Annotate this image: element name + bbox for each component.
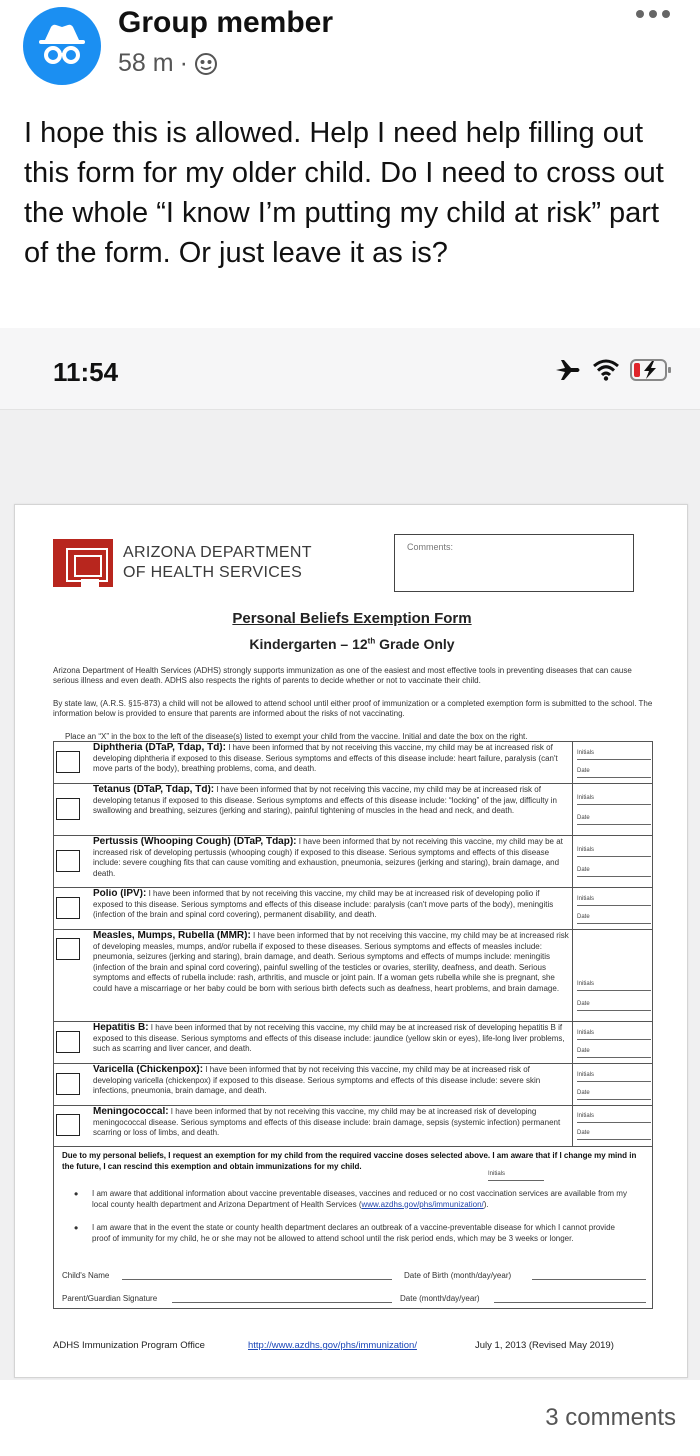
status-icons <box>554 358 672 382</box>
more-options-icon[interactable] <box>636 10 670 18</box>
vaccine-row-varicella <box>54 1064 652 1106</box>
initials-field[interactable]: Initials <box>577 980 651 991</box>
exempt-checkbox-tetanus[interactable] <box>56 798 80 820</box>
child-name-label: Child's Name <box>62 1271 110 1280</box>
dob-field[interactable] <box>532 1270 646 1280</box>
pledge-statement: Due to my personal beliefs, I request an exemption for my child from the required vaccine doses selected above. I am aware that if I change my mind in the future, I can rescind this exemption and obtain immunizations for my child. <box>62 1151 637 1171</box>
intro-paragraph-1: Arizona Department of Health Services (ADHS) strongly supports immunization as one of the easiest and most effective tools in preventing diseases that can cause serious illness and even death. ADHS also respects the rights of parents to decide whether or not to vaccinate their child. <box>53 666 632 685</box>
org-name <box>123 543 353 583</box>
date-field[interactable]: Date <box>577 1129 651 1140</box>
initials-field[interactable]: Initials <box>577 794 651 805</box>
vaccine-description: Pertussis (Whooping Cough) (DTaP, Tdap): I have been informed that by not receiving this vaccine, my child may be at increased risk of developing pertussis (whooping cough) if exposed to this disease. Serious symptoms and effects of this disease include: severe coughing fits that can cause vomiting and exhaustion, pneumonia, seizures (jerking and staring), brain damage, and death. <box>93 837 563 878</box>
vaccine-row-pertussis <box>54 836 652 888</box>
vaccine-row-diphtheria <box>54 742 652 784</box>
initials-date-cell <box>572 888 654 929</box>
signature-label: Parent/Guardian Signature <box>62 1294 158 1303</box>
exempt-checkbox-diphtheria[interactable] <box>56 751 80 773</box>
initials-date-cell <box>572 1022 654 1063</box>
initials-date-cell <box>572 1064 654 1105</box>
initials-date-cell <box>572 784 654 835</box>
immunization-link[interactable]: www.azdhs.gov/phs/immunization/ <box>361 1199 484 1209</box>
vaccine-row-tetanus <box>54 784 652 836</box>
date-field[interactable]: Date <box>577 814 651 825</box>
vaccine-row-meningococcal <box>54 1106 652 1146</box>
form-subtitle: Kindergarten – 12th Grade Only <box>249 636 455 652</box>
vaccine-description: Measles, Mumps, Rubella (MMR): I have been informed that by not receiving this vaccine, my child may be at increased risk of developing measles, mumps, and/or rubella if exposed to these diseases. Serious symptoms and effects of measles include: pneumonia, seizures (jerking and staring), brain damage, and death. Serious symptoms and effects of mumps include: meningitis (infection of the brain and spinal cord covering), painful swelling of the testicles or ovaries, sterility, deafness, and death. Serious symptoms and effects of rubella include: rash, arthritis, and muscle or joint pain. If a woman gets rubella while she is pregnant, she could have a miscarriage or her baby could be born with serious birth defects such as deafness, heart problems, and brain damage. <box>93 931 569 993</box>
initials-field[interactable]: Initials <box>577 1112 651 1123</box>
initials-field[interactable]: Initials <box>577 1029 651 1040</box>
vaccine-row-mmr <box>54 930 652 1022</box>
initials-field[interactable]: Initials <box>577 1071 651 1082</box>
date-field[interactable]: Date <box>577 866 651 877</box>
initials-date-cell <box>572 930 654 1021</box>
initials-date-cell <box>572 836 654 887</box>
pledge-initials-field[interactable]: Initials <box>488 1171 544 1181</box>
exempt-checkbox-pertussis[interactable] <box>56 850 80 872</box>
instructions-text: Place an “X” in the box to the left of the disease(s) listed to exempt your child from the vaccine. Initial and date the box on the right. <box>65 732 528 741</box>
intro-paragraph-2: By state law, (A.R.S. §15-873) a child will not be allowed to attend school until either proof of immunization or a completed exemption form is submitted to the school. The information below is provided to ensure that parents are informed about the risks of not vaccinating. <box>53 699 653 718</box>
date-field[interactable]: Date <box>577 1047 651 1058</box>
vaccine-row-polio <box>54 888 652 930</box>
group-privacy-icon <box>194 52 218 76</box>
bullet-info-resources: • I am aware that additional information about vaccine preventable diseases, vaccines and reduced or no cost vaccination services are available from my local county health department and Arizona Department of Health Services (www.azdhs.gov/phs/immunization/). <box>74 1187 627 1209</box>
author-name[interactable]: Group member <box>118 6 334 39</box>
battery-charging-icon <box>630 358 672 382</box>
footer-date: July 1, 2013 (Revised May 2019) <box>475 1340 614 1351</box>
attached-screenshot[interactable] <box>0 328 700 1380</box>
org-line-1: ARIZONA DEPARTMENT <box>123 544 312 561</box>
child-name-field[interactable] <box>122 1270 392 1280</box>
meta-separator: · <box>179 49 188 77</box>
vaccine-description: Meningococcal: I have been informed that by not receiving this vaccine, my child may be at increased risk of developing meningococcal disease. Serious symptoms and effects of this disease include: brain damage, sepsis (systemic infection) permanent scarring or loss of limbs, and death. <box>93 1107 561 1137</box>
footer-office: ADHS Immunization Program Office <box>53 1340 205 1351</box>
post-text: I hope this is allowed. Help I need help filling out this form for my older child. Do I need to cross out the whole “I know I’m putting my child at risk” part of the form. Or just leave it as is? <box>24 117 664 269</box>
dob-label: Date of Birth (month/day/year) <box>404 1271 512 1280</box>
signature-date-label: Date (month/day/year) <box>400 1294 480 1303</box>
exempt-checkbox-mmr[interactable] <box>56 938 80 960</box>
anonymous-avatar[interactable] <box>23 7 101 85</box>
exempt-checkbox-hepatitis-b[interactable] <box>56 1031 80 1053</box>
form-title: Personal Beliefs Exemption Form <box>232 610 472 627</box>
initials-date-cell <box>572 742 654 783</box>
vaccine-description: Hepatitis B: I have been informed that by not receiving this vaccine, my child may be at increased risk of developing hepatitis B if exposed to this disease. Serious symptoms and effects of this disease include: jaundice (yellow skin or eyes), life-long liver problems, such as scarring and liver cancer, and death. <box>93 1023 565 1053</box>
post-header <box>0 0 700 100</box>
phone-status-bar <box>0 328 700 410</box>
vaccine-description: Varicella (Chickenpox): I have been informed that by not receiving this vaccine, my child may be at increased risk of developing varicella (chickenpox) if exposed to this disease. Serious symptoms and effects of this disease include: severe skin infections, pneumonia, brain damage, and death. <box>93 1065 541 1095</box>
vaccine-description: Tetanus (DTaP, Tdap, Td): I have been informed that by not receiving this vaccine, my child may be at increased risk of developing tetanus if exposed to this disease. Serious symptoms and effects of this disease include: “locking” of the jaw, difficulty in swallowing and breathing, seizures (jerking and staring), painful tightening of muscles in the head and neck, and death. <box>93 785 557 815</box>
signature-field[interactable] <box>172 1293 392 1303</box>
exempt-checkbox-polio[interactable] <box>56 897 80 919</box>
date-field[interactable]: Date <box>577 1089 651 1100</box>
vaccine-row-hepatitis-b <box>54 1022 652 1064</box>
vaccine-description: Diphtheria (DTaP, Tdap, Td): I have been informed that by not receiving this vaccine, my child may be at increased risk of developing diphtheria if exposed to this disease. Serious symptoms and effects of this disease include: heart failure, paralysis (can't move parts of the body), breathing problems, coma, and death. <box>93 743 558 773</box>
incognito-icon <box>23 7 101 85</box>
date-field[interactable]: Date <box>577 913 651 924</box>
comments-box[interactable] <box>394 534 634 592</box>
vaccine-description: Polio (IPV): I have been informed that by not receiving this vaccine, my child may be at increased risk of developing polio if exposed to this disease. Serious symptoms and effects of this disease include: paralysis (can't move parts of the body), meningitis (infection of the brain and spinal cord covering), permanent disability, and death. <box>93 889 554 919</box>
comments-count-link[interactable]: 3 comments <box>545 1404 676 1431</box>
vaccine-table <box>53 741 653 1147</box>
bullet-outbreak-notice: • I am aware that in the event the state or county health department declares an outbreak of a vaccine-preventable disease for which I cannot provide proof of immunity for my child, he or she may not be allowed to attend school until the risk period ends, which may be 3 weeks or longer. <box>74 1221 615 1243</box>
initials-field[interactable]: Initials <box>577 749 651 760</box>
initials-date-cell <box>572 1106 654 1146</box>
wifi-icon <box>592 359 620 381</box>
pledge-section <box>53 1147 653 1309</box>
status-time: 11:54 <box>53 357 119 387</box>
initials-field[interactable]: Initials <box>577 846 651 857</box>
airplane-icon <box>554 358 582 382</box>
exemption-form-page <box>14 504 688 1378</box>
org-line-2: OF HEALTH SERVICES <box>123 564 303 581</box>
post-time[interactable]: 58 m <box>118 49 174 77</box>
post-meta <box>118 49 218 78</box>
footer-link[interactable]: http://www.azdhs.gov/phs/immunization/ <box>248 1340 417 1351</box>
initials-field[interactable]: Initials <box>577 895 651 906</box>
comments-label: Comments: <box>407 542 454 552</box>
exempt-checkbox-varicella[interactable] <box>56 1073 80 1095</box>
signature-date-field[interactable] <box>494 1293 646 1303</box>
date-field[interactable]: Date <box>577 767 651 778</box>
date-field[interactable]: Date <box>577 1000 651 1011</box>
adhs-logo <box>53 539 113 587</box>
exempt-checkbox-meningococcal[interactable] <box>56 1114 80 1136</box>
